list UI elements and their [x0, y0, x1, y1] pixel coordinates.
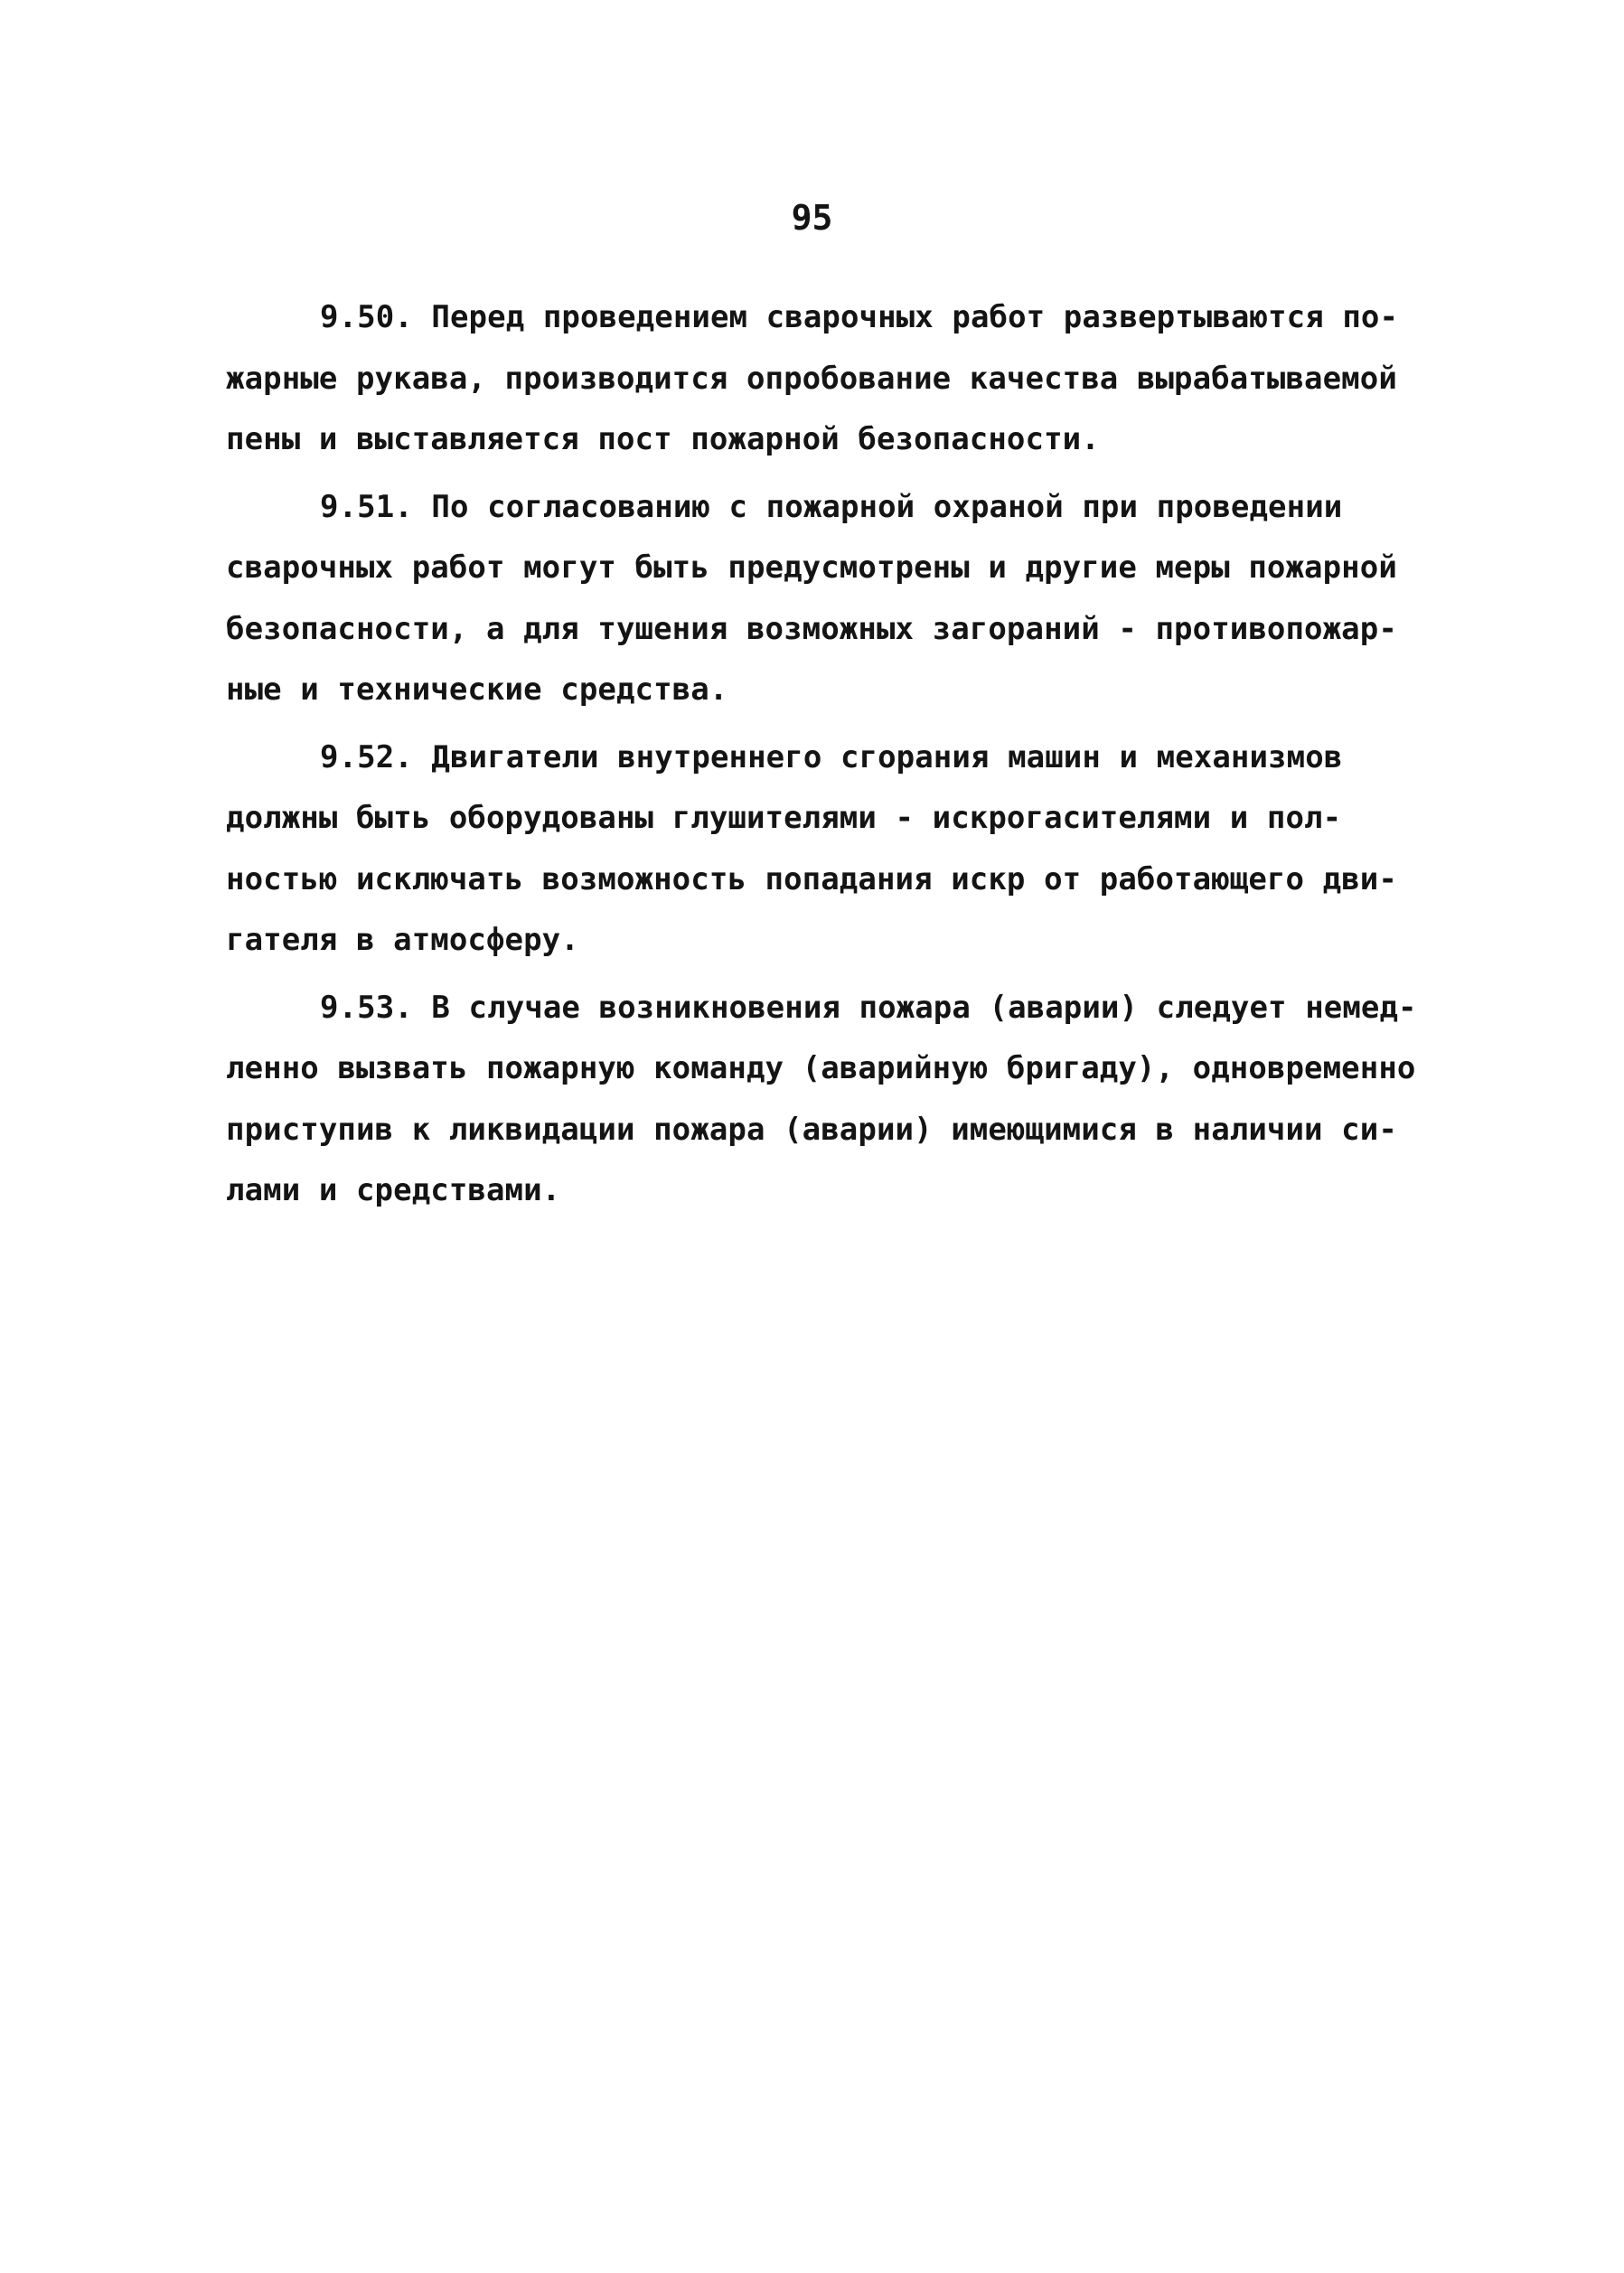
paragraph-9-51 — [226, 477, 1401, 721]
text-line: пены и выставляется пост пожарной безопасности. — [226, 421, 1100, 457]
text-line: гателя в атмосферу. — [226, 922, 579, 958]
text-line: лами и средствами. — [226, 1172, 561, 1208]
text-line: 9.52. Двигатели внутреннего сгорания машин и механизмов — [320, 738, 1343, 775]
text-line: безопасности, а для тушения возможных загораний - противопожар- — [226, 610, 1397, 647]
text-line: 9.53. В случае возникновения пожара (аварии) следует немед- — [320, 989, 1417, 1026]
text-line: приступив к ликвидации пожара (аварии) имеющимися в наличии си- — [226, 1111, 1397, 1148]
text-line: 9.51. По согласованию с пожарной охраной при проведении — [320, 488, 1343, 525]
text-line: ленно вызвать пожарную команду (аварийную бригаду), одновременно — [226, 1050, 1416, 1086]
page-number: 95 — [791, 198, 833, 238]
text-line: должны быть оборудованы глушителями - искрогасителями и пол- — [226, 800, 1342, 836]
text-line: 9.50. Перед проведением сварочных работ развертываются по- — [320, 299, 1399, 335]
text-line: жарные рукава, производится опробование качества вырабатываемой — [226, 360, 1397, 397]
text-line: сварочных работ могут быть предусмотрены и другие меры пожарной — [226, 549, 1397, 586]
text-line: ностью исключать возможность попадания искр от работающего дви- — [226, 860, 1397, 897]
paragraph-9-50 — [226, 287, 1401, 471]
paragraph-9-53 — [226, 978, 1417, 1222]
text-line: ные и технические средства. — [226, 672, 728, 708]
document-body — [226, 287, 1417, 1228]
paragraph-9-52 — [226, 728, 1401, 972]
